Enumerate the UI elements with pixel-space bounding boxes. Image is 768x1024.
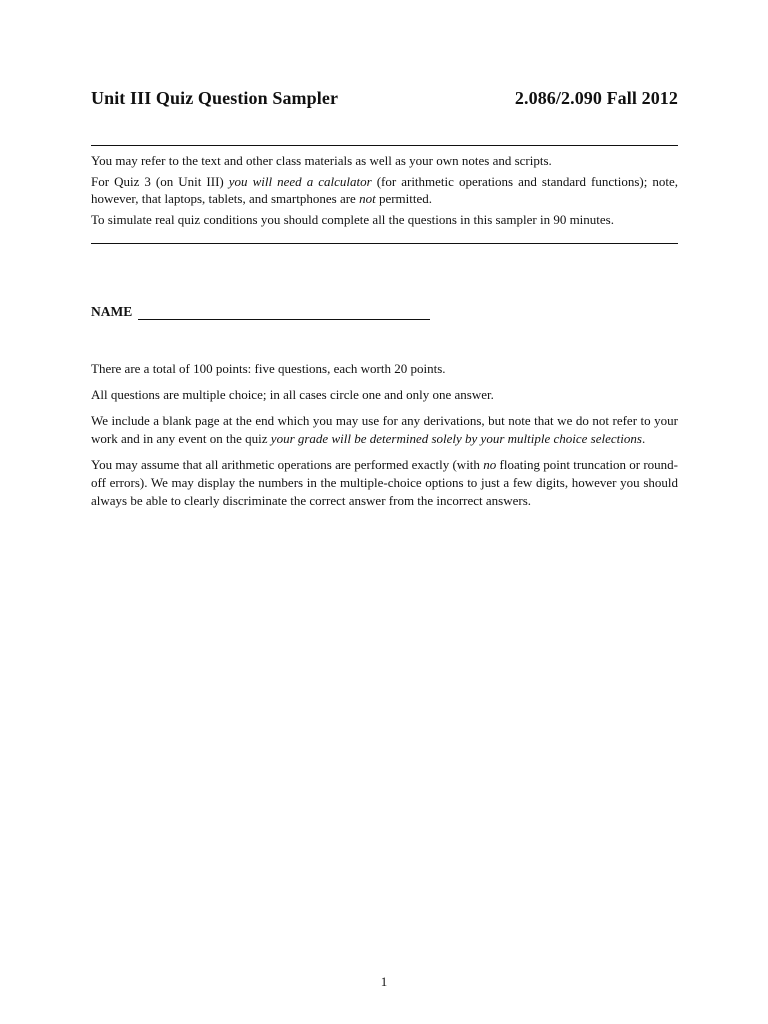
rules-paragraph: All questions are multiple choice; in all cases circle one and only one answer. <box>91 387 494 402</box>
rules-block <box>91 360 678 518</box>
instruction-paragraph: For Quiz 3 (on Unit III) you will need a calculator (for arithmetic operations and standard functions); note, however, that laptops, tablets, and smartphones are not permitted. <box>91 174 678 206</box>
page-header <box>91 88 678 109</box>
document-title: Unit III Quiz Question Sampler <box>91 88 339 108</box>
rules-paragraph: You may assume that all arithmetic operations are performed exactly (with no floating point truncation or round-off errors). We may display the numbers in the multiple-choice options to just a few digits, however you should always be able to clearly discriminate the correct answer from the incorrect answers. <box>91 457 678 508</box>
name-blank-line[interactable] <box>138 305 430 320</box>
instruction-paragraph: To simulate real quiz conditions you should complete all the questions in this sampler in 90 minutes. <box>91 212 614 227</box>
name-label: NAME <box>91 304 133 319</box>
course-label: 2.086/2.090 Fall 2012 <box>514 88 678 108</box>
top-divider <box>91 145 678 146</box>
rules-paragraph: There are a total of 100 points: five questions, each worth 20 points. <box>91 361 446 376</box>
instruction-paragraph: You may refer to the text and other class materials as well as your own notes and scripts. <box>91 153 552 168</box>
rules-paragraph: We include a blank page at the end which you may use for any derivations, but note that we do not refer to your work and in any event on the quiz your grade will be determined solely by your multiple choice selections. <box>91 413 678 446</box>
instructions-block <box>91 152 678 232</box>
bottom-divider <box>91 243 678 244</box>
name-field <box>91 304 430 320</box>
page-number: 1 <box>380 974 388 989</box>
